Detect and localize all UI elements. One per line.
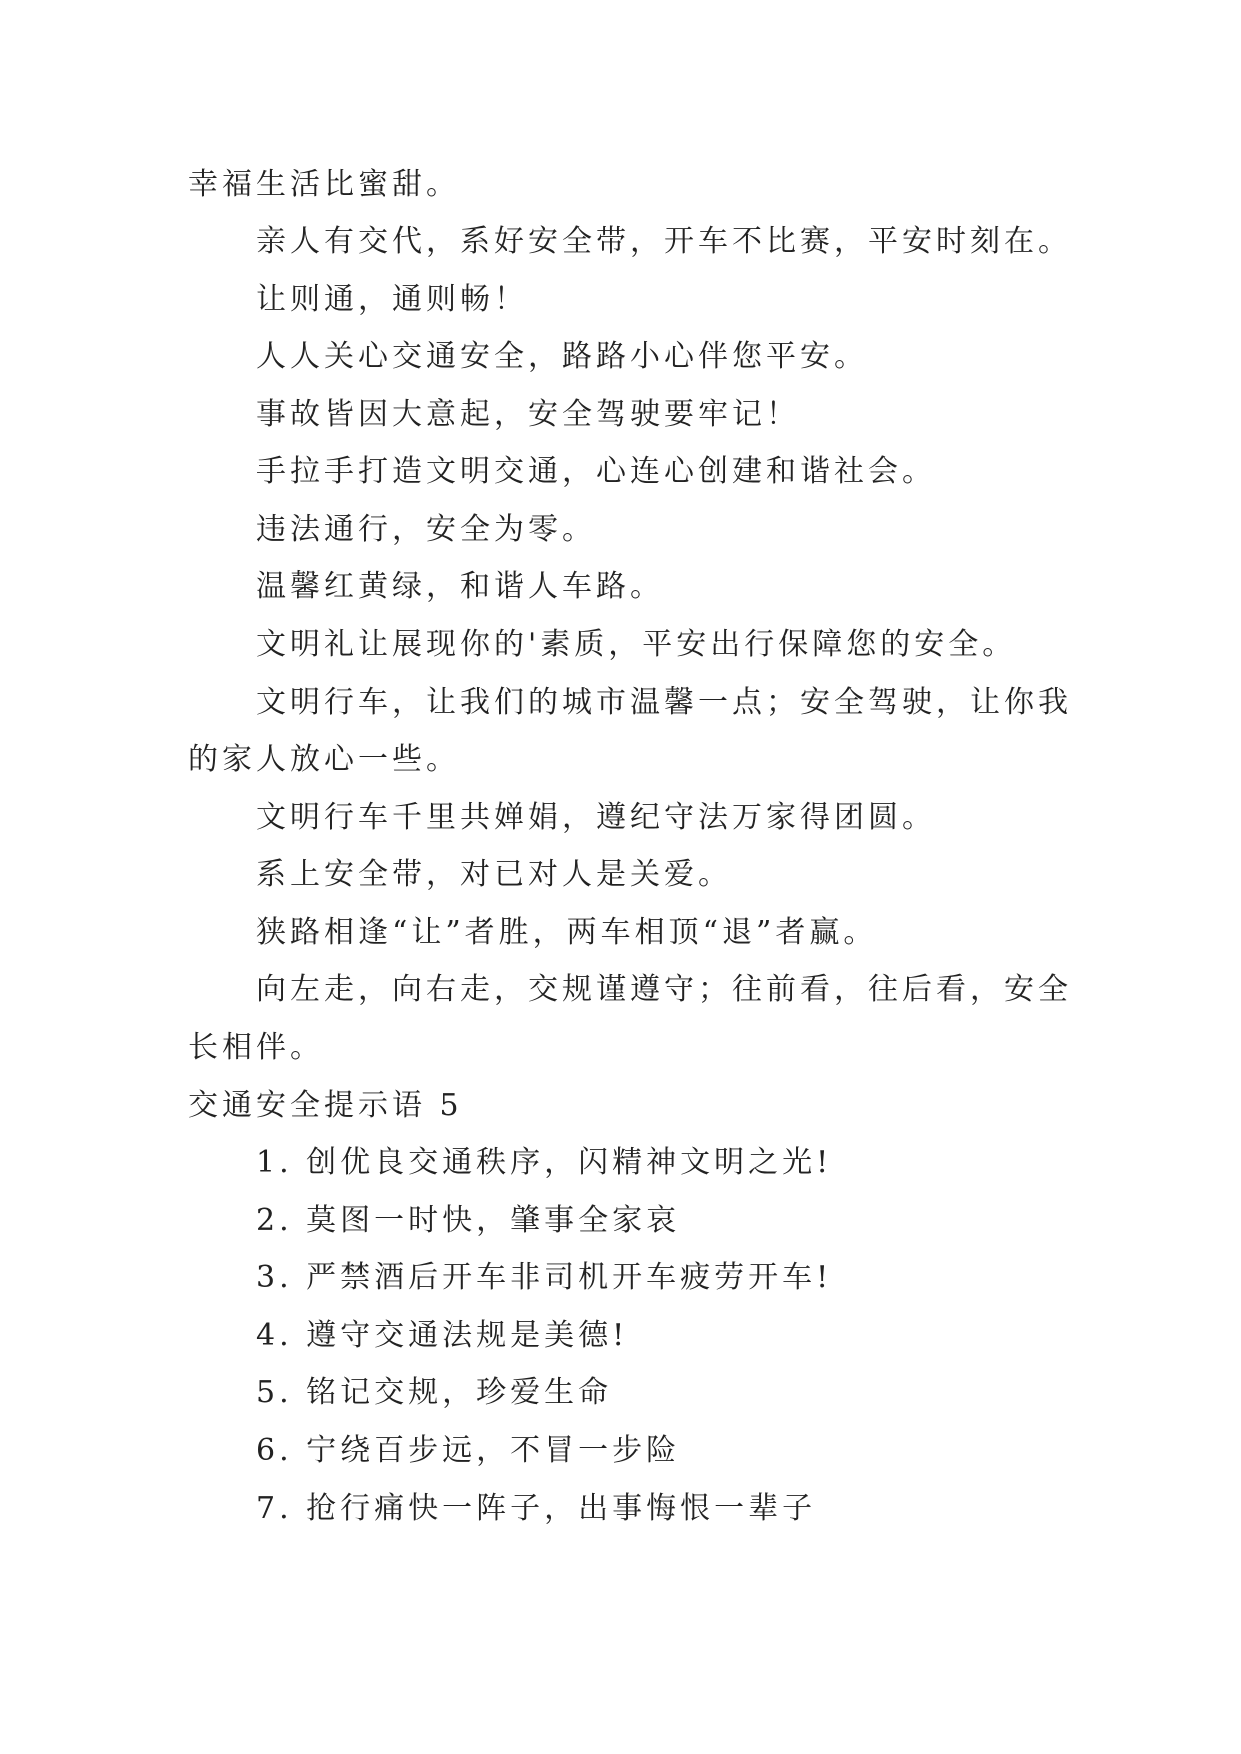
paragraph: 事故皆因大意起，安全驾驶要牢记！ (256, 397, 800, 432)
list-item: 3. 严禁酒后开车非司机开车疲劳开车! (256, 1260, 833, 1295)
paragraph: 向左走，向右走，交规谨遵守；往前看，往后看，安全 (256, 972, 1072, 1007)
list-item: 1. 创优良交通秩序，闪精神文明之光! (256, 1145, 833, 1180)
paragraph-continuation: 幸福生活比蜜甜。 (188, 167, 460, 202)
paragraph: 人人关心交通安全，路路小心伴您平安。 (256, 339, 868, 374)
paragraph-continuation: 长相伴。 (188, 1030, 324, 1065)
paragraph: 温馨红黄绿，和谐人车路。 (256, 569, 664, 604)
list-item: 7. 抢行痛快一阵子，出事悔恨一辈子 (256, 1491, 817, 1526)
paragraph: 狭路相逢“让”者胜，两车相顶“退”者赢。 (256, 915, 878, 950)
paragraph: 文明礼让展现你的'素质，平安出行保障您的安全。 (256, 627, 1017, 662)
section-heading: 交通安全提示语 5 (188, 1088, 463, 1123)
paragraph: 让则通，通则畅！ (256, 282, 528, 317)
paragraph: 文明行车，让我们的城市温馨一点；安全驾驶，让你我 (256, 685, 1072, 720)
paragraph: 手拉手打造文明交通，心连心创建和谐社会。 (256, 454, 936, 489)
paragraph: 系上安全带，对已对人是关爱。 (256, 857, 732, 892)
paragraph: 亲人有交代，系好安全带，开车不比赛，平安时刻在。 (256, 224, 1072, 259)
list-item: 6. 宁绕百步远，不冒一步险 (256, 1433, 681, 1468)
paragraph-continuation: 的家人放心一些。 (188, 742, 460, 777)
list-item: 5. 铭记交规，珍爱生命 (256, 1375, 613, 1410)
list-item: 4. 遵守交通法规是美德! (256, 1318, 629, 1353)
list-item: 2. 莫图一时快，肇事全家哀 (256, 1203, 681, 1238)
paragraph: 文明行车千里共婵娟，遵纪守法万家得团圆。 (256, 800, 936, 835)
paragraph: 违法通行，安全为零。 (256, 512, 596, 547)
